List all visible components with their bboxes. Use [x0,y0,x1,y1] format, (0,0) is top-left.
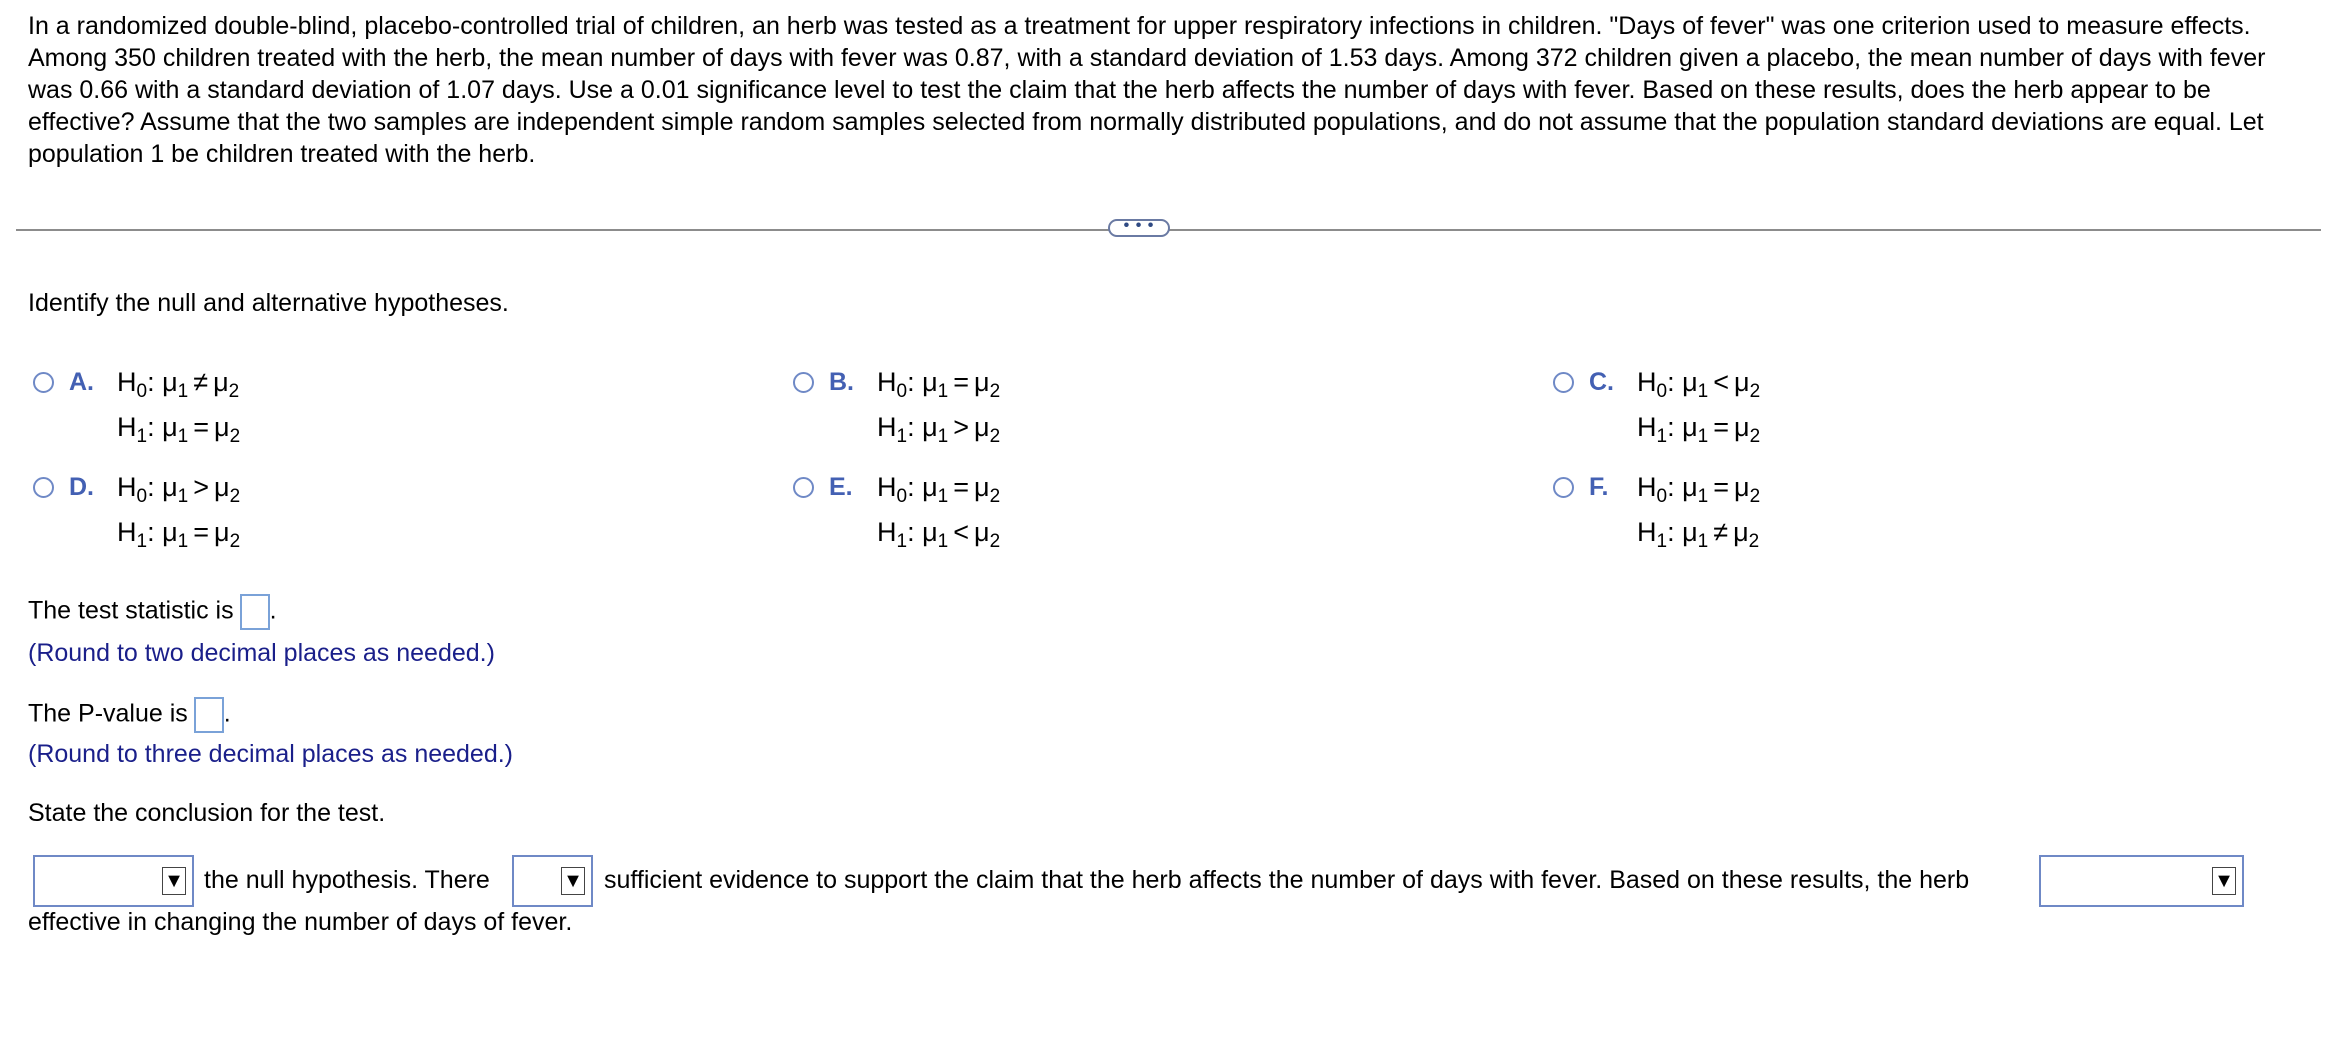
alternative-hypothesis: $H_1$: $\mu_1 \ne \mu_2$ [1637,517,1760,552]
more-button[interactable]: • • • [1108,219,1170,237]
p-value-period: . [223,699,231,728]
null-hypothesis: $H_0$: $\mu_1 = \mu_2$ [877,472,1001,507]
conclusion-text-1: the null hypothesis. There [204,866,490,894]
option-letter: E. [829,473,853,501]
evidence-dropdown[interactable] [512,855,593,907]
hypothesis-prompt: Identify the null and alternative hypotheses. [28,289,509,317]
effectiveness-dropdown[interactable] [2039,855,2244,907]
option-letter: A. [69,368,94,396]
alternative-hypothesis: $H_1$: $\mu_1 > \mu_2$ [877,412,1001,447]
alternative-hypothesis: $H_1$: $\mu_1 = \mu_2$ [117,412,241,447]
p-value-input[interactable] [194,697,224,733]
radio-button[interactable] [1553,372,1574,393]
conclusion-text-3: effective in changing the number of days of fever. [28,908,573,936]
chevron-down-icon: ▼ [162,867,186,895]
null-hypothesis: $H_0$: $\mu_1 = \mu_2$ [1637,472,1761,507]
chevron-down-icon: ▼ [2212,867,2236,895]
null-hypothesis: $H_0$: $\mu_1 > \mu_2$ [117,472,241,507]
radio-button[interactable] [793,477,814,498]
test-statistic-line [28,594,277,630]
radio-button[interactable] [33,477,54,498]
option-letter: D. [69,473,94,501]
radio-button[interactable] [1553,477,1574,498]
alternative-hypothesis: $H_1$: $\mu_1 < \mu_2$ [877,517,1001,552]
test-statistic-hint: (Round to two decimal places as needed.) [28,639,495,667]
chevron-down-icon: ▼ [561,867,585,895]
test-statistic-period: . [269,596,277,625]
alternative-hypothesis: $H_1$: $\mu_1 = \mu_2$ [1637,412,1761,447]
option-letter: C. [1589,368,1614,396]
null-hypothesis: $H_0$: $\mu_1 < \mu_2$ [1637,367,1761,402]
radio-button[interactable] [33,372,54,393]
problem-statement: In a randomized double-blind, placebo-controlled trial of children, an herb was tested as a treatment for upper respiratory infections in children. "Days of fever" was one criterion used to measure effects. Among 350 children treated with the herb, the mean number of days with fever was 0.87, with a standard deviation of 1.53 days. Among 372 children given a placebo, the mean number of days with fever was 0.66 with a standard deviation of 1.07 days. Use a 0.01 significance level to test the claim that the herb affects the number of days with fever. Based on these results, does the herb appear to be effective? Assume that the two samples are independent simple random samples selected from normally distributed populations, and do not assume that the population standard deviations are equal. Let population 1 be children treated with the herb. [28,12,2266,168]
p-value-label: The P-value is [28,699,188,728]
conclusion-text-2: sufficient evidence to support the claim that the herb affects the number of days with fever. Based on these results, the herb [604,866,1970,894]
alternative-hypothesis: $H_1$: $\mu_1 = \mu_2$ [117,517,241,552]
radio-button[interactable] [793,372,814,393]
p-value-hint: (Round to three decimal places as needed.) [28,740,514,768]
null-hypothesis: $H_0$: $\mu_1 \ne \mu_2$ [117,367,240,402]
test-statistic-label: The test statistic is [28,596,234,625]
option-letter: F. [1589,473,1609,501]
test-statistic-input[interactable] [240,594,270,630]
decision-dropdown[interactable] [33,855,194,907]
option-letter: B. [829,368,854,396]
null-hypothesis: $H_0$: $\mu_1 = \mu_2$ [877,367,1001,402]
conclusion-prompt: State the conclusion for the test. [28,799,386,827]
p-value-line [28,697,231,733]
